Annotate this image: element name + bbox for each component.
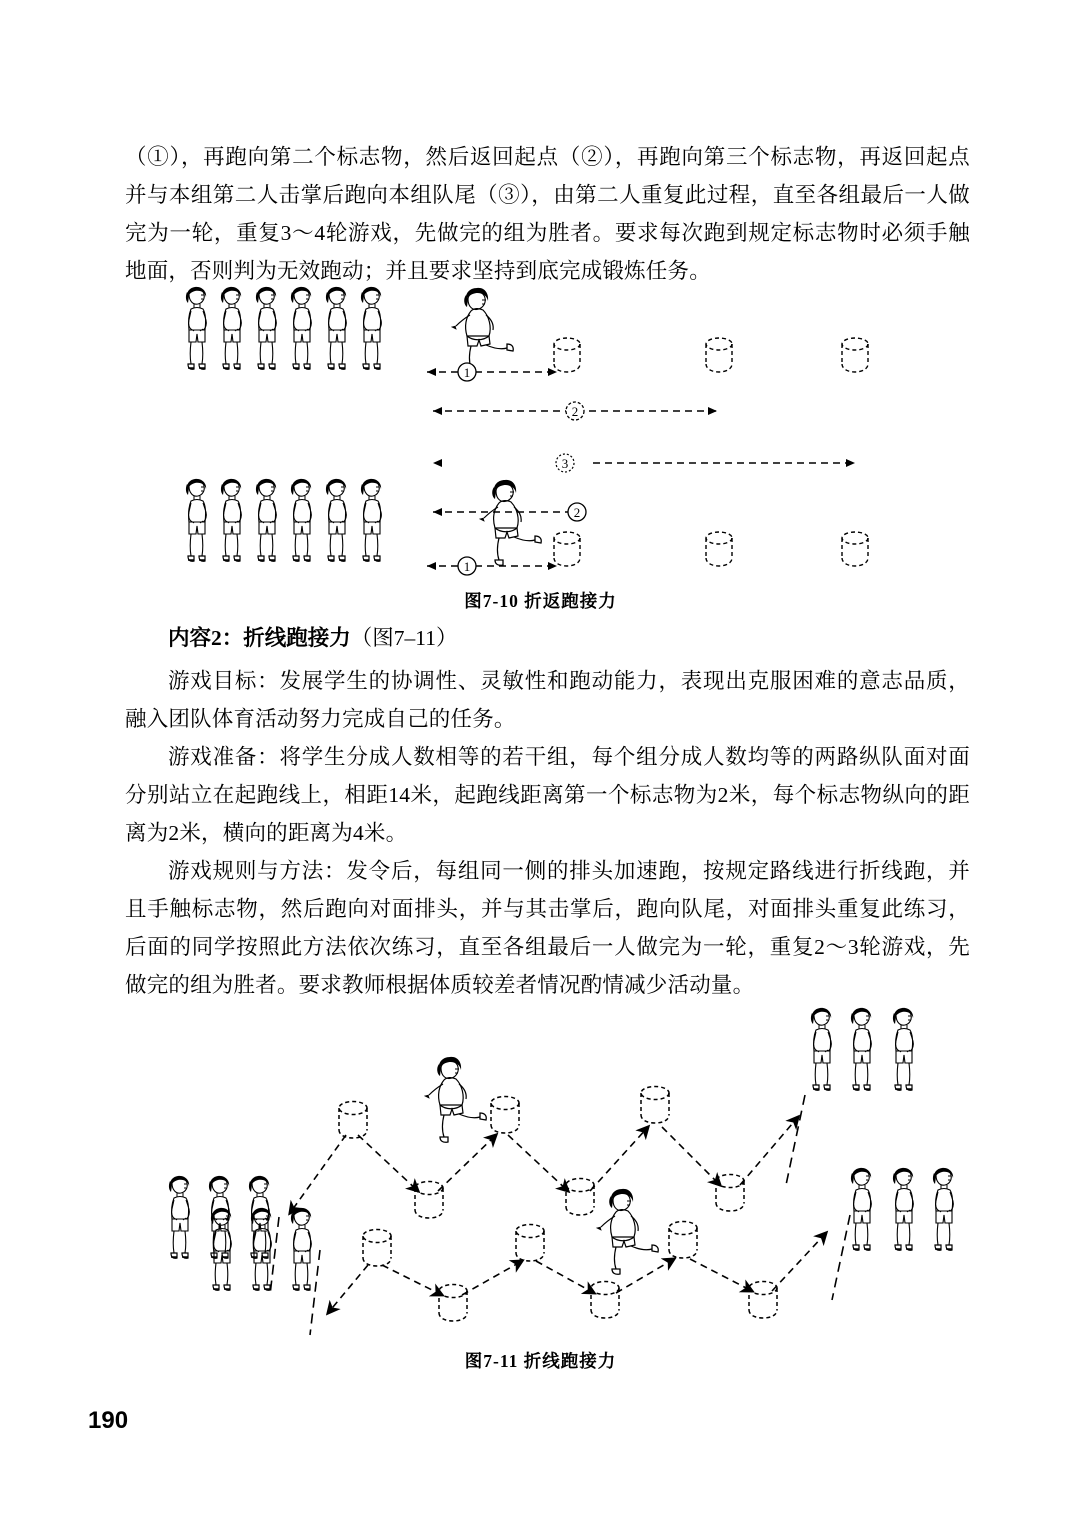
queue-7-11-bottom-right — [851, 1168, 953, 1250]
svg-text:2: 2 — [571, 404, 579, 419]
figure-7-10 — [165, 278, 925, 583]
path-7-11-top — [290, 1117, 798, 1213]
svg-text:1: 1 — [463, 559, 471, 574]
section-heading-label: 内容2：折线跑接力 — [168, 626, 351, 650]
figure-7-11 — [150, 995, 965, 1340]
start-line-top-right — [786, 1095, 805, 1185]
markers-row-bottom — [554, 532, 868, 566]
figure-7-10-graphic — [165, 278, 925, 583]
arrow-marker-1-top — [427, 363, 557, 381]
runner-bottom — [480, 480, 541, 565]
queue-bottom — [186, 479, 381, 561]
arrow-marker-3 — [433, 454, 855, 472]
figure-7-11-graphic — [150, 995, 965, 1340]
start-line-bottom-right — [832, 1215, 850, 1300]
svg-text:1: 1 — [463, 365, 471, 380]
queue-top — [186, 287, 381, 369]
arrow-marker-1-bottom — [427, 557, 557, 575]
svg-text:2: 2 — [573, 505, 581, 520]
start-line-bottom-left — [310, 1250, 320, 1335]
runner-top — [452, 288, 513, 373]
arrow-marker-2 — [433, 402, 717, 420]
paragraph-preparation: 游戏准备：将学生分成人数相等的若干组，每个组分成人数均等的两路纵队面对面分别站立在起跑线上，相距14米，起跑线距离第一个标志物为2米，每个标志物纵向的距离为2米，横向的距离为4米。 — [125, 745, 970, 845]
svg-text:3: 3 — [561, 456, 569, 471]
markers-7-11-top — [339, 1087, 744, 1219]
arrow-marker-2-bottom — [433, 503, 586, 521]
figure-7-11-caption: 图7-11 折线跑接力 — [464, 1351, 617, 1371]
queue-7-11-top-right — [811, 1008, 913, 1090]
page-number: 190 — [88, 1407, 129, 1434]
figure-7-10-caption: 图7-10 折返跑接力 — [464, 591, 617, 611]
runner-7-11-bottom — [597, 1189, 658, 1274]
paragraph-continued: （①），再跑向第二个标志物，然后返回起点（②），再跑向第三个标志物，再返回起点并与本组第二人击掌后跑向本组队尾（③），由第二人重复此过程，直至各组最后一人做完为一轮，重复3～4轮游戏，先做完的组为胜者。要求每次跑到规定标志物时必须手触地面，否则判为无效跑动；并且要求坚持到底完成锻炼任务。 — [125, 145, 970, 283]
section-heading-reference: （图7–11） — [350, 626, 458, 650]
runner-7-11-top — [425, 1057, 486, 1142]
markers-row-top — [554, 338, 868, 372]
path-7-11-bottom — [328, 1233, 826, 1313]
section-heading — [125, 620, 970, 656]
paragraph-rules: 游戏规则与方法：发令后，每组同一侧的排头加速跑，按规定路线进行折线跑，并且手触标志物，然后跑向对面排头，并与其击掌后，跑向队尾，对面排头重复此练习，后面的同学按照此方法依次练习，直至各组最后一人做完为一轮，重复2～3轮游戏，先做完的组为胜者。要求教师根据体质较差者情况酌情减少活动量。 — [125, 859, 970, 997]
start-line-top-left — [270, 1217, 279, 1295]
paragraph-goal: 游戏目标：发展学生的协调性、灵敏性和跑动能力，表现出克服困难的意志品质，融入团队体育活动努力完成自己的任务。 — [125, 669, 970, 731]
